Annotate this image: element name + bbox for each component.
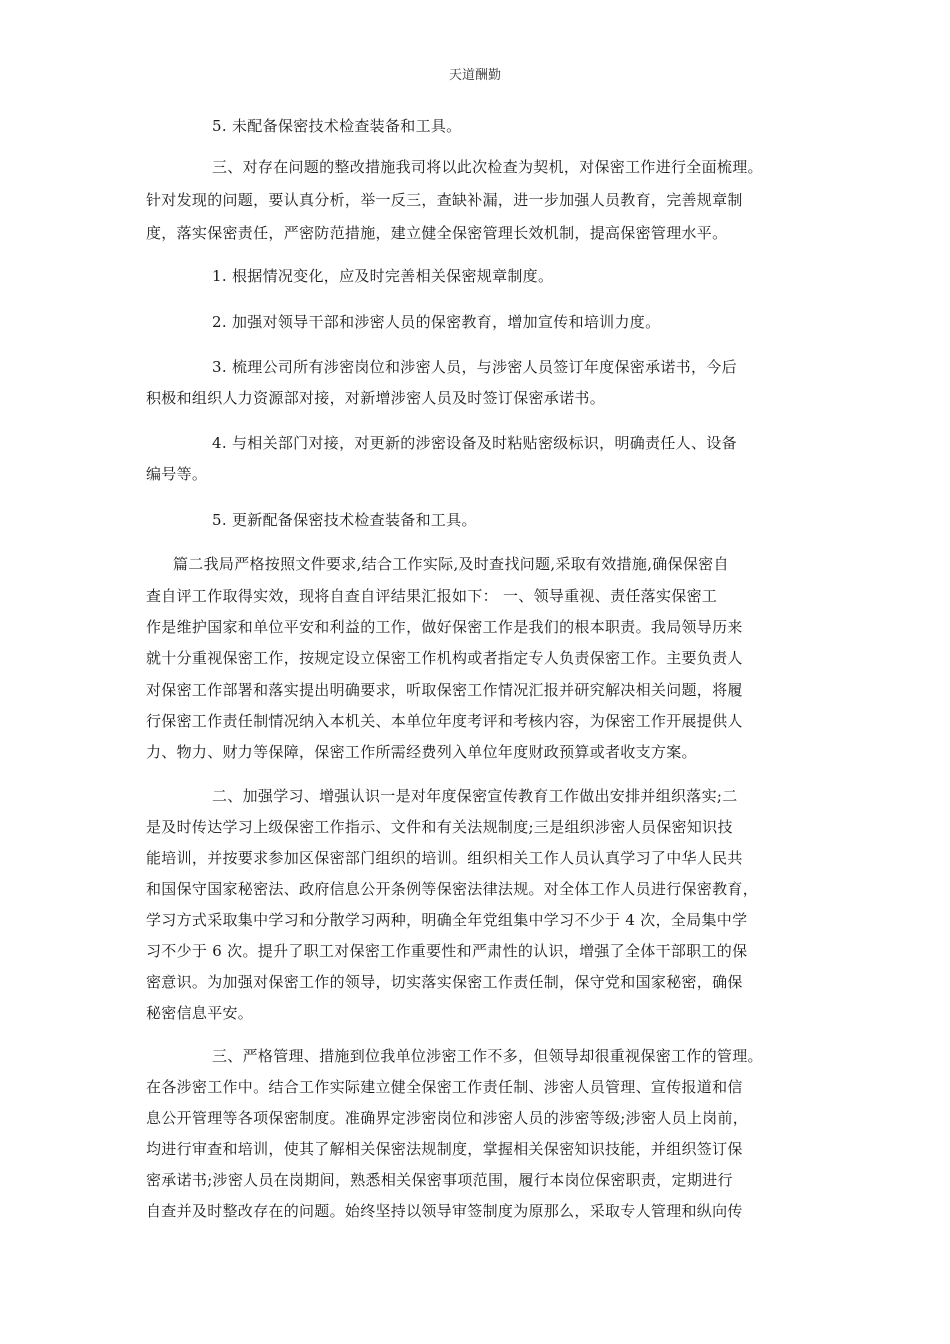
text-line: 积极和组织人力资源部对接，对新增涉密人员及时签订保密承诺书。 <box>146 389 606 407</box>
text-line: 均进行审查和培训，使其了解相关保密法规制度，掌握相关保密知识技能，并组织签订保 <box>146 1140 743 1158</box>
text-line: 作是维护国家和单位平安和利益的工作，做好保密工作是我们的根本职责。我局领导历来 <box>146 618 743 636</box>
text-line: 2. 加强对领导干部和涉密人员的保密教育，增加宣传和培训力度。 <box>212 313 661 331</box>
text-line: 在各涉密工作中。结合工作实际建立健全保密工作责任制、涉密人员管理、宣传报道和信 <box>146 1078 743 1096</box>
text-line: 3. 梳理公司所有涉密岗位和涉密人员，与涉密人员签订年度保密承诺书，今后 <box>212 358 737 376</box>
text-line: 查自评工作取得实效，现将自查自评结果汇报如下： 一、领导重视、责任落实保密工 <box>146 587 718 605</box>
text-line: 4. 与相关部门对接，对更新的涉密设备及时粘贴密级标识，明确责任人、设备 <box>212 434 737 452</box>
text-line: 度，落实保密责任，严密防范措施，建立健全保密管理长效机制，提高保密管理水平。 <box>146 224 728 242</box>
text-line: 对保密工作部署和落实提出明确要求，听取保密工作情况汇报并研究解决相关问题，将履 <box>146 681 743 699</box>
text-line: 秘密信息平安。 <box>146 1004 254 1022</box>
text-line: 能培训，并按要求参加区保密部门组织的培训。组织相关工作人员认真学习了中华人民共 <box>146 849 743 867</box>
text-line: 息公开管理等各项保密制度。准确界定涉密岗位和涉密人员的涉密等级;涉密人员上岗前， <box>146 1109 749 1127</box>
text-line: 力、物力、财力等保障，保密工作所需经费列入单位年度财政预算或者收支方案。 <box>146 743 697 761</box>
text-line: 就十分重视保密工作，按规定设立保密工作机构或者指定专人负责保密工作。主要负责人 <box>146 649 743 667</box>
text-line: 是及时传达学习上级保密工作指示、文件和有关法规制度;三是组织涉密人员保密知识技 <box>146 818 733 836</box>
text-line: 密承诺书;涉密人员在岗期间，熟悉相关保密事项范围，履行本岗位保密职责，定期进行 <box>146 1171 733 1189</box>
text-line: 习不少于 6 次。提升了职工对保密工作重要性和严肃性的认识，增强了全体干部职工的保 <box>146 942 748 960</box>
text-line: 针对发现的问题，要认真分析，举一反三，查缺补漏，进一步加强人员教育，完善规章制 <box>146 191 743 209</box>
text-line: 学习方式采取集中学习和分散学习两种，明确全年党组集中学习不少于 4 次，全局集中学 <box>146 911 748 929</box>
text-line: 三、严格管理、措施到位我单位涉密工作不多，但领导却很重视保密工作的管理。 <box>212 1047 763 1065</box>
text-line: 5. 更新配备保密技术检查装备和工具。 <box>212 511 477 529</box>
page-header: 天道酬勤 <box>448 68 501 83</box>
text-line: 三、对存在问题的整改措施我司将以此次检查为契机，对保密工作进行全面梳理。 <box>212 158 763 176</box>
text-line: 行保密工作责任制情况纳入本机关、本单位年度考评和考核内容，为保密工作开展提供人 <box>146 712 743 730</box>
text-line: 篇二我局严格按照文件要求,结合工作实际,及时查找问题,采取有效措施,确保保密自 <box>173 555 729 573</box>
text-line: 自查并及时整改存在的问题。始终坚持以领导审签制度为原那么，采取专人管理和纵向传 <box>146 1202 743 1220</box>
text-line: 编号等。 <box>146 465 208 483</box>
text-line: 和国保守国家秘密法、政府信息公开条例等保密法律法规。对全体工作人员进行保密教育， <box>146 880 759 898</box>
text-line: 1. 根据情况变化，应及时完善相关保密规章制度。 <box>212 267 554 285</box>
text-line: 密意识。为加强对保密工作的领导，切实落实保密工作责任制，保守党和国家秘密，确保 <box>146 973 743 991</box>
text-line: 5. 未配备保密技术检查装备和工具。 <box>212 117 462 135</box>
text-line: 二、加强学习、增强认识一是对年度保密宣传教育工作做出安排并组织落实;二 <box>212 787 738 805</box>
